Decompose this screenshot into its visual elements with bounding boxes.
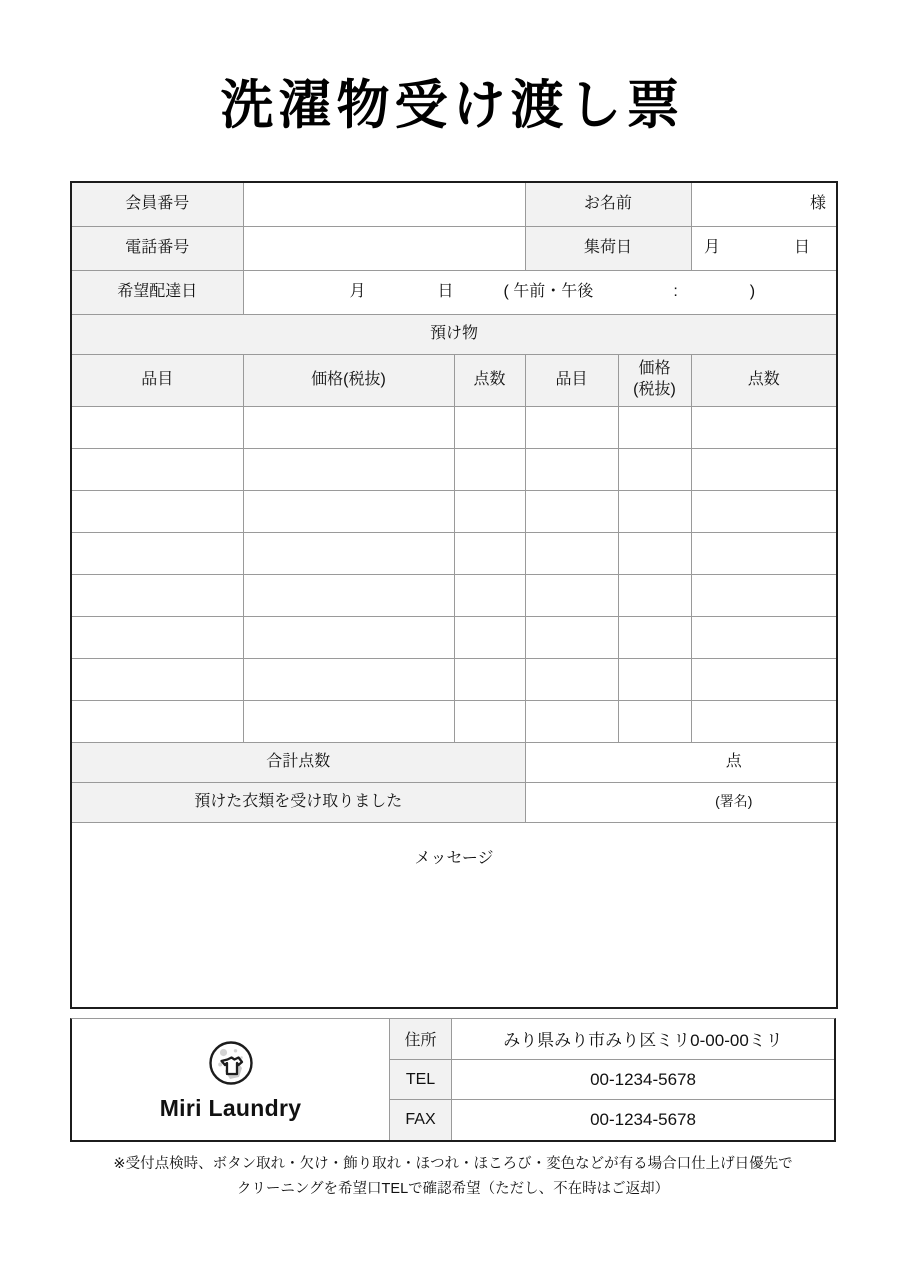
- table-row: [71, 448, 837, 490]
- footnote-line-1: ※受付点検時、ボタン取れ・欠け・飾り取れ・ほつれ・ほころび・変色などが有る場合口仕上げ日優先で: [113, 1156, 793, 1172]
- cell-price-left[interactable]: [243, 616, 454, 658]
- cell-item-left[interactable]: [71, 532, 243, 574]
- col-header-item-right: 品目: [525, 354, 618, 406]
- contact-row-tel: [390, 1060, 834, 1101]
- cell-price-right[interactable]: [618, 490, 691, 532]
- total-count-label: 合計点数: [71, 742, 525, 782]
- desired-delivery-field[interactable]: [243, 270, 837, 314]
- cell-count-left[interactable]: [454, 700, 525, 742]
- pickup-date-field[interactable]: [691, 226, 837, 270]
- cell-item-left[interactable]: [71, 448, 243, 490]
- desired-delivery-label: 希望配達日: [71, 270, 243, 314]
- cell-item-right[interactable]: [525, 490, 618, 532]
- cell-item-left[interactable]: [71, 616, 243, 658]
- table-row: [71, 658, 837, 700]
- company-contact: [390, 1019, 834, 1140]
- cell-count-left[interactable]: [454, 406, 525, 448]
- name-suffix: 様: [810, 194, 827, 212]
- cell-price-left[interactable]: [243, 532, 454, 574]
- company-brand: [72, 1019, 390, 1140]
- cell-item-left[interactable]: [71, 574, 243, 616]
- phone-label: 電話番号: [71, 226, 243, 270]
- cell-item-right[interactable]: [525, 658, 618, 700]
- phone-field[interactable]: [243, 226, 525, 270]
- cell-count-right[interactable]: [691, 490, 837, 532]
- cell-count-left[interactable]: [454, 490, 525, 532]
- cell-count-right[interactable]: [691, 406, 837, 448]
- company-name: Miri Laundry: [159, 1094, 302, 1121]
- fax-value: 00-1234-5678: [590, 1110, 696, 1130]
- ampm-option[interactable]: ( 午前・午後: [503, 282, 594, 300]
- col-header-count-left: 点数: [454, 354, 525, 406]
- cell-item-right[interactable]: [525, 448, 618, 490]
- cell-price-left[interactable]: [243, 406, 454, 448]
- row-phone-pickup: [71, 226, 837, 270]
- signature-field[interactable]: [525, 782, 837, 822]
- row-items-banner: [71, 314, 837, 354]
- col-header-price-left: 価格(税抜): [243, 354, 454, 406]
- cell-price-left[interactable]: [243, 490, 454, 532]
- cell-count-left[interactable]: [454, 658, 525, 700]
- cell-price-left[interactable]: [243, 574, 454, 616]
- address-label: 住所: [390, 1019, 452, 1059]
- cell-price-left[interactable]: [243, 658, 454, 700]
- total-count-field[interactable]: [525, 742, 837, 782]
- table-row: [71, 532, 837, 574]
- tel-value: 00-1234-5678: [590, 1069, 696, 1089]
- cell-count-right[interactable]: [691, 700, 837, 742]
- signature-placeholder: (署名): [715, 792, 753, 809]
- message-label: メッセージ: [414, 849, 494, 867]
- cell-item-left[interactable]: [71, 700, 243, 742]
- row-member-name: [71, 182, 837, 226]
- cell-count-left[interactable]: [454, 532, 525, 574]
- cell-price-right[interactable]: [618, 658, 691, 700]
- pickup-day-marker: 日: [794, 238, 811, 256]
- cell-count-right[interactable]: [691, 448, 837, 490]
- fax-label: FAX: [390, 1100, 452, 1140]
- cell-item-right[interactable]: [525, 406, 618, 448]
- row-total-count: [71, 742, 837, 782]
- delivery-day-marker: 日: [437, 282, 454, 300]
- row-desired-delivery: [71, 270, 837, 314]
- row-items-header: [71, 354, 837, 406]
- cell-count-left[interactable]: [454, 616, 525, 658]
- cell-item-right[interactable]: [525, 574, 618, 616]
- col-header-item-left: 品目: [71, 354, 243, 406]
- contact-row-fax: [390, 1100, 834, 1140]
- cell-item-right[interactable]: [525, 700, 618, 742]
- table-row: [71, 616, 837, 658]
- cell-price-right[interactable]: [618, 574, 691, 616]
- name-field[interactable]: [691, 182, 837, 226]
- message-field[interactable]: [71, 822, 837, 1008]
- cell-count-left[interactable]: [454, 574, 525, 616]
- cell-item-right[interactable]: [525, 532, 618, 574]
- row-receipt-acknowledgement: [71, 782, 837, 822]
- cell-item-left[interactable]: [71, 490, 243, 532]
- member-no-field[interactable]: [243, 182, 525, 226]
- table-row: [71, 574, 837, 616]
- company-footer: [70, 1018, 836, 1142]
- contact-row-address: [390, 1019, 834, 1060]
- cell-price-right[interactable]: [618, 700, 691, 742]
- cell-count-right[interactable]: [691, 658, 837, 700]
- cell-item-left[interactable]: [71, 658, 243, 700]
- col-header-count-right: 点数: [691, 354, 837, 406]
- name-label: お名前: [525, 182, 691, 226]
- cell-count-right[interactable]: [691, 532, 837, 574]
- cell-price-right[interactable]: [618, 616, 691, 658]
- pickup-month-marker: 月: [703, 238, 720, 256]
- cell-price-right[interactable]: [618, 532, 691, 574]
- footnote: [70, 1152, 836, 1203]
- laundry-bubble-shirt-icon: [206, 1038, 256, 1093]
- delivery-month-marker: 月: [349, 282, 366, 300]
- laundry-form-table: [70, 181, 838, 1009]
- items-banner-label: 預け物: [71, 314, 837, 354]
- close-paren: ): [749, 282, 756, 300]
- table-row: [71, 406, 837, 448]
- cell-count-right[interactable]: [691, 574, 837, 616]
- cell-price-right[interactable]: [618, 406, 691, 448]
- address-value: みり県みり市みり区ミリ0-00-00ミリ: [503, 1031, 783, 1051]
- member-no-label: 会員番号: [71, 182, 243, 226]
- cell-count-right[interactable]: [691, 616, 837, 658]
- cell-item-right[interactable]: [525, 616, 618, 658]
- row-message: [71, 822, 837, 1008]
- col-header-price-right: 価格(税抜): [618, 354, 691, 406]
- pickup-date-label: 集荷日: [525, 226, 691, 270]
- receipt-acknowledgement-label: 預けた衣類を受け取りました: [71, 782, 525, 822]
- cell-count-left[interactable]: [454, 448, 525, 490]
- page-title: 洗濯物受け渡し票: [220, 76, 685, 135]
- cell-price-right[interactable]: [618, 448, 691, 490]
- cell-price-left[interactable]: [243, 448, 454, 490]
- table-row: [71, 700, 837, 742]
- tel-label: TEL: [390, 1060, 452, 1100]
- total-count-unit: 点: [725, 752, 742, 770]
- cell-price-left[interactable]: [243, 700, 454, 742]
- cell-item-left[interactable]: [71, 406, 243, 448]
- table-row: [71, 490, 837, 532]
- footnote-line-2: クリーニングを希望口TELで確認希望（ただし、不在時はご返却）: [236, 1181, 670, 1198]
- time-colon: :: [673, 282, 678, 300]
